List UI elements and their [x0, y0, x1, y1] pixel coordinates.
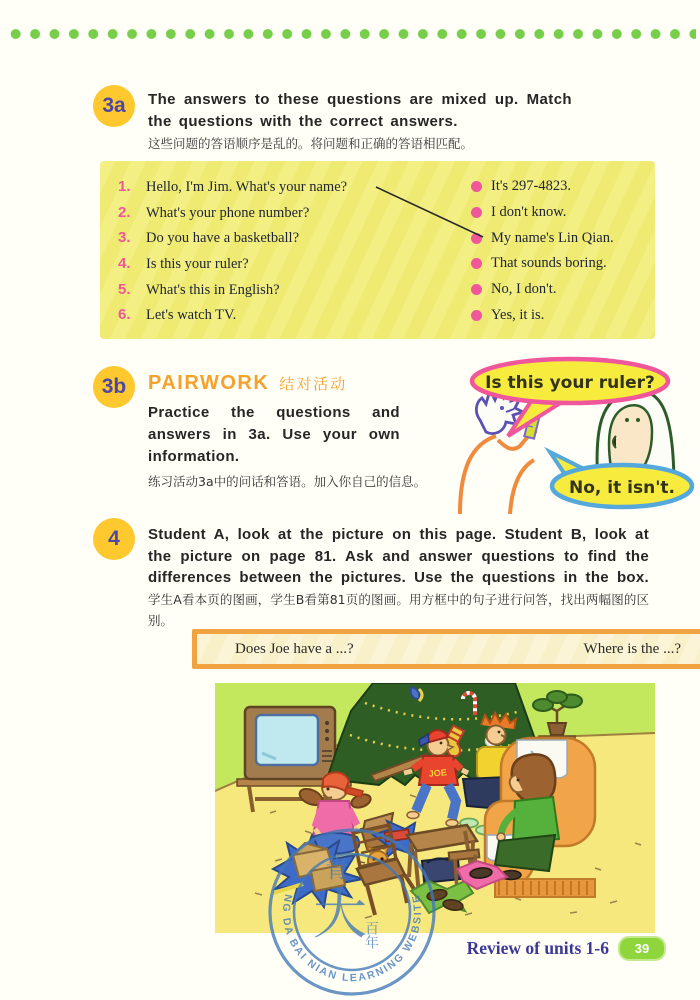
joe-foot — [407, 812, 419, 819]
question-number: 4. — [118, 254, 131, 272]
instruction-3b-english: Practice the questions and answers in 3a. Use your own information. — [148, 404, 400, 465]
activity-badge-3a-label: 3a — [102, 94, 126, 117]
pairwork-title — [148, 372, 347, 395]
joe-shirt-label: JOE — [428, 767, 448, 779]
answer-item[interactable] — [471, 307, 643, 324]
answer-text: My name's Lin Qian. — [491, 229, 614, 246]
matching-exercise-box — [100, 161, 655, 339]
answer-item[interactable] — [471, 178, 643, 195]
answer-bullet-icon — [471, 284, 482, 295]
prompt-does-joe-have: Does Joe have a ...? — [235, 640, 354, 657]
tv-screen — [256, 715, 318, 765]
question-number: 6. — [118, 306, 131, 324]
instruction-4-english: Student A, look at the picture on this page. Student B, look at the picture on page 81. Ask and answer questions to find the differences between the pictures. Use the questions in the box. — [148, 526, 649, 586]
answer-bullet-icon — [471, 258, 482, 269]
question-item[interactable] — [118, 204, 471, 222]
pairwork-cartoon — [446, 356, 696, 514]
matching-grid — [118, 174, 643, 329]
watermark-stamp — [265, 825, 439, 999]
answer-text: I don't know. — [491, 204, 567, 221]
top-dotted-border — [6, 27, 696, 41]
answer-text: It's 297-4823. — [491, 178, 571, 195]
bubble-question-text: Is this your ruler? — [485, 373, 655, 393]
answer-bullet-icon — [471, 233, 482, 244]
instruction-3b-chinese: 练习活动3a中的问话和答语。加入你自己的信息。 — [148, 474, 427, 489]
pairwork-title-zh: 结对活动 — [279, 375, 348, 393]
question-text: Let's watch TV. — [146, 307, 237, 324]
watermark-char-sub: 百年 — [363, 921, 379, 949]
answer-item[interactable] — [471, 255, 643, 272]
footer-title: Review of units 1-6 — [466, 938, 609, 958]
question-item[interactable] — [118, 306, 471, 324]
question-item[interactable] — [118, 281, 471, 299]
question-number: 3. — [118, 229, 131, 247]
question-number: 5. — [118, 280, 131, 298]
answer-item[interactable] — [471, 204, 643, 221]
question-item[interactable] — [118, 229, 471, 247]
answer-bullet-icon — [471, 310, 482, 321]
activity-badge-3b — [93, 366, 135, 408]
answer-item[interactable] — [471, 230, 643, 247]
question-text: What's your phone number? — [146, 204, 310, 221]
page-number-badge: 39 — [618, 936, 666, 961]
instruction-3a-english: The answers to these questions are mixed up. Match the questions with the correct answers. — [148, 91, 572, 130]
instruction-4 — [148, 524, 649, 632]
page-footer — [400, 936, 666, 961]
activity-badge-4-label: 4 — [108, 527, 120, 550]
woman-hair — [512, 754, 556, 802]
question-number: 2. — [118, 203, 131, 221]
instruction-3a-chinese: 这些问题的答语顺序是乱的。将问题和正确的答语相匹配。 — [148, 136, 474, 151]
question-text: Do you have a basketball? — [146, 230, 300, 247]
watermark-char-main: 大 — [313, 883, 367, 946]
question-text: Is this your ruler? — [146, 255, 249, 272]
question-text: What's this in English? — [146, 281, 280, 298]
question-number: 1. — [118, 177, 131, 195]
watermark-char-top: 青 — [325, 855, 349, 883]
answer-item[interactable] — [471, 281, 643, 298]
answer-bullet-icon — [471, 181, 482, 192]
question-item[interactable] — [118, 255, 471, 273]
pairwork-title-en: PAIRWORK — [148, 372, 270, 394]
question-prompts-box — [192, 629, 700, 669]
answer-text: Yes, it is. — [491, 306, 545, 323]
activity-badge-3b-label: 3b — [101, 375, 127, 398]
instruction-4-chinese: 学生A看本页的图画，学生B看第81页的图画。用方框中的句子进行问答，找出两幅图的区别。 — [148, 591, 649, 628]
woman-skirt — [495, 835, 555, 871]
answer-text: That sounds boring. — [491, 255, 607, 272]
question-item[interactable] — [118, 178, 471, 196]
activity-badge-3a — [93, 85, 135, 127]
answer-bullet-icon — [471, 207, 482, 218]
prompt-where-is-the: Where is the ...? — [583, 640, 681, 657]
watermark-ring-text: NG DA BAI NIAN LEARNING WEBSITE — [279, 892, 425, 985]
plant-pot — [548, 723, 566, 735]
activity-badge-4 — [93, 518, 135, 560]
joe-foot — [446, 820, 458, 827]
question-text: Hello, I'm Jim. What's your name? — [146, 178, 348, 195]
answer-text: No, I don't. — [491, 281, 557, 298]
bubble-answer-text: No, it isn't. — [569, 478, 675, 498]
